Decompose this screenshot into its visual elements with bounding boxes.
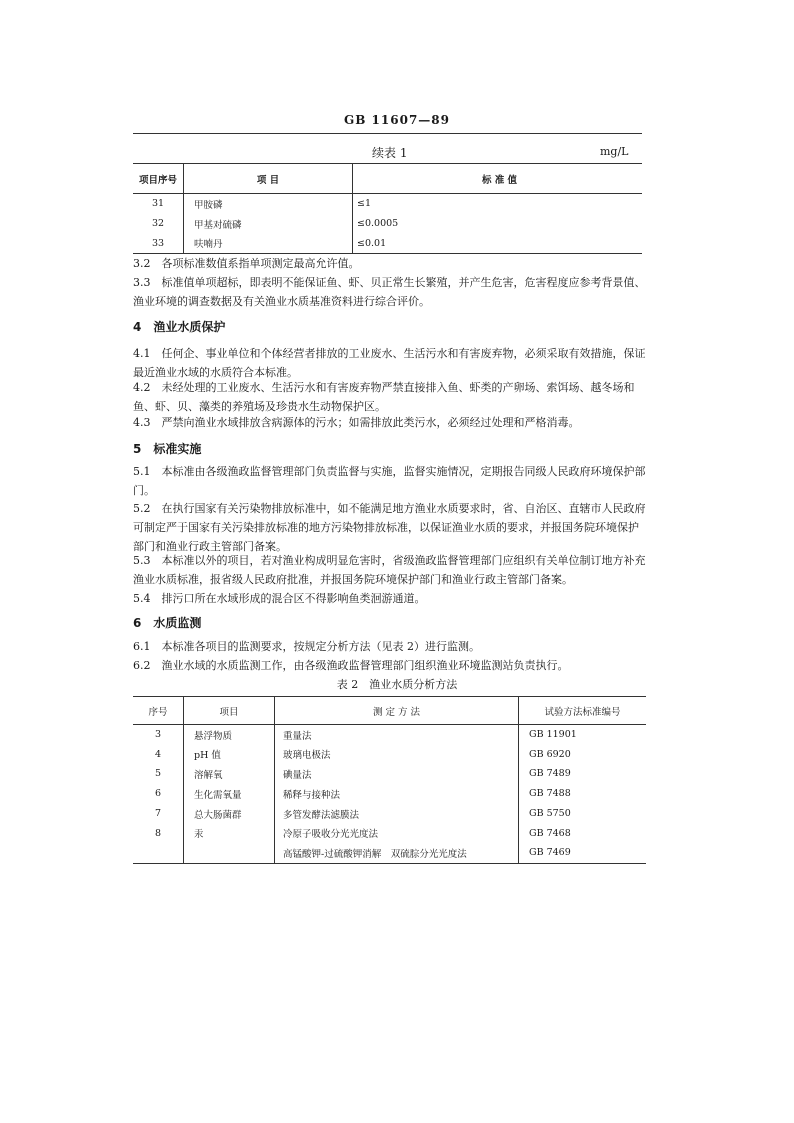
table-cell: GB 7469 [519, 843, 647, 863]
table-row [133, 214, 642, 234]
table2 [133, 696, 646, 864]
table-cell: 32 [133, 214, 184, 234]
table-cell: 重量法 [275, 725, 519, 745]
table-cell: ≤1 [357, 198, 372, 210]
table-cell: ≤0.0005 [357, 218, 399, 229]
table-cell: 5 [133, 764, 184, 784]
table-cell [133, 843, 184, 863]
table-cell: 碘量法 [275, 764, 519, 784]
table-cell: 悬浮物质 [184, 725, 275, 745]
clause-4-2: 4.2 未经处理的工业废水、生活污水和有害废弃物严禁直接排入鱼、虾类的产卵场、索饵场、越冬场和鱼、虾、贝、藻类的养殖场及珍贵水生动物保护区。 [133, 381, 635, 413]
table-row [133, 784, 646, 804]
table-cell: GB 7489 [529, 768, 571, 780]
table2-col-no: 序号 [133, 697, 184, 725]
table-row [133, 843, 646, 863]
clause-4-3: 4.3 严禁向渔业水域排放含病源体的污水；如需排放此类污水，必须经过处理和严格消毒。 [133, 416, 580, 429]
table-cell: 6 [133, 784, 184, 804]
table2-col-standard: 试验方法标准编号 [519, 697, 647, 725]
table2-col-method: 测 定 方 法 [275, 697, 519, 725]
table-cell: 生化需氧量 [184, 784, 275, 804]
table1-header-row [133, 164, 642, 194]
table1-col-item: 项 目 [184, 164, 353, 194]
clause-6-1: 6.1 本标准各项目的监测要求，按规定分析方法（见表 2）进行监测。 [133, 640, 480, 653]
clause-5-2: 5.2 在执行国家有关污染物排放标准中，如不能满足地方渔业水质要求时，省、自治区、直辖市人民政府可制定严于国家有关污染排放标准的地方污染物排放标准，以保证渔业水质的要求，并报国务院环境保护部门和渔业行政主管部门备案。 [133, 502, 646, 553]
clause-3-3: 3.3 标准值单项超标，即表明不能保证鱼、虾、贝正常生长繁殖，并产生危害，危害程度应参考背景值、渔业环境的调查数据及有关渔业水质基准资料进行综合评价。 [133, 276, 646, 308]
table-row [133, 234, 642, 254]
table-cell: 汞 [184, 823, 275, 843]
clause-6-2: 6.2 渔业水域的水质监测工作，由各级渔政监督管理部门组织渔业环境监测站负责执行。 [133, 659, 569, 672]
section-6-heading: 6 水质监测 [133, 616, 202, 630]
clause-5-4: 5.4 排污口所在水域形成的混合区不得影响鱼类洄游通道。 [133, 592, 426, 605]
table-cell: pH 值 [184, 744, 275, 764]
table-cell: 7 [133, 804, 184, 824]
table-cell: 甲胺磷 [184, 194, 353, 214]
table-cell: GB 6920 [529, 748, 571, 760]
table-row [133, 804, 646, 824]
table-cell: 高锰酸钾-过硫酸钾消解 双硫腙分光光度法 [275, 843, 519, 863]
table-cell: 33 [133, 234, 184, 254]
table-cell: 8 [133, 823, 184, 843]
table-cell: 玻璃电极法 [275, 744, 519, 764]
table-cell: GB 5750 [529, 808, 571, 820]
section-5-heading: 5 标准实施 [133, 442, 202, 456]
table2-header-row [133, 697, 646, 725]
table-cell: 3 [133, 725, 184, 745]
table-cell: 总大肠菌群 [184, 804, 275, 824]
table-cell: 呋喃丹 [184, 234, 353, 254]
table-cell: 甲基对硫磷 [184, 214, 353, 234]
table2-caption: 表 2 渔业水质分析方法 [336, 678, 458, 691]
table-cell: 4 [133, 744, 184, 764]
table1-title: 续表 1 [372, 146, 408, 160]
table-row [133, 194, 642, 214]
table1-col-no: 项目序号 [133, 164, 184, 194]
table-cell: ≤0.01 [353, 234, 643, 254]
table-cell [184, 843, 275, 863]
section-4-heading: 4 渔业水质保护 [133, 320, 226, 334]
table-row [133, 823, 646, 843]
table-row [133, 764, 646, 784]
table1-col-value: 标 准 值 [353, 164, 643, 194]
table-cell: 冷原子吸收分光光度法 [275, 823, 519, 843]
table-row [133, 744, 646, 764]
table1-unit: mg/L [600, 145, 629, 158]
clause-5-1: 5.1 本标准由各级渔政监督管理部门负责监督与实施，监督实施情况，定期报告同级人民政府环境保护部门。 [133, 465, 646, 497]
table-row [133, 725, 646, 745]
clause-3-2: 3.2 各项标准数值系指单项测定最高允许值。 [133, 257, 360, 270]
table-cell: GB 7468 [529, 827, 571, 839]
header-rule [133, 133, 642, 134]
table-cell: GB 11901 [529, 729, 577, 741]
standard-code: GB 11607—89 [343, 113, 450, 127]
clause-5-3: 5.3 本标准以外的项目，若对渔业构成明显危害时，省级渔政监督管理部门应组织有关单位制订地方补充渔业水质标准，报省级人民政府批准，并报国务院环境保护部门和渔业行政主管部门备案。 [133, 554, 646, 586]
clause-4-1: 4.1 任何企、事业单位和个体经营者排放的工业废水、生活污水和有害废弃物，必须采取有效措施，保证最近渔业水域的水质符合本标准。 [133, 347, 646, 379]
table1 [133, 163, 642, 254]
table-cell: 多管发酵法滤膜法 [275, 804, 519, 824]
table2-col-item: 项目 [184, 697, 275, 725]
table-cell: 溶解氧 [184, 764, 275, 784]
table-cell: GB 7488 [529, 788, 571, 800]
table-cell: 稀释与接种法 [275, 784, 519, 804]
table-cell: 31 [133, 194, 184, 214]
